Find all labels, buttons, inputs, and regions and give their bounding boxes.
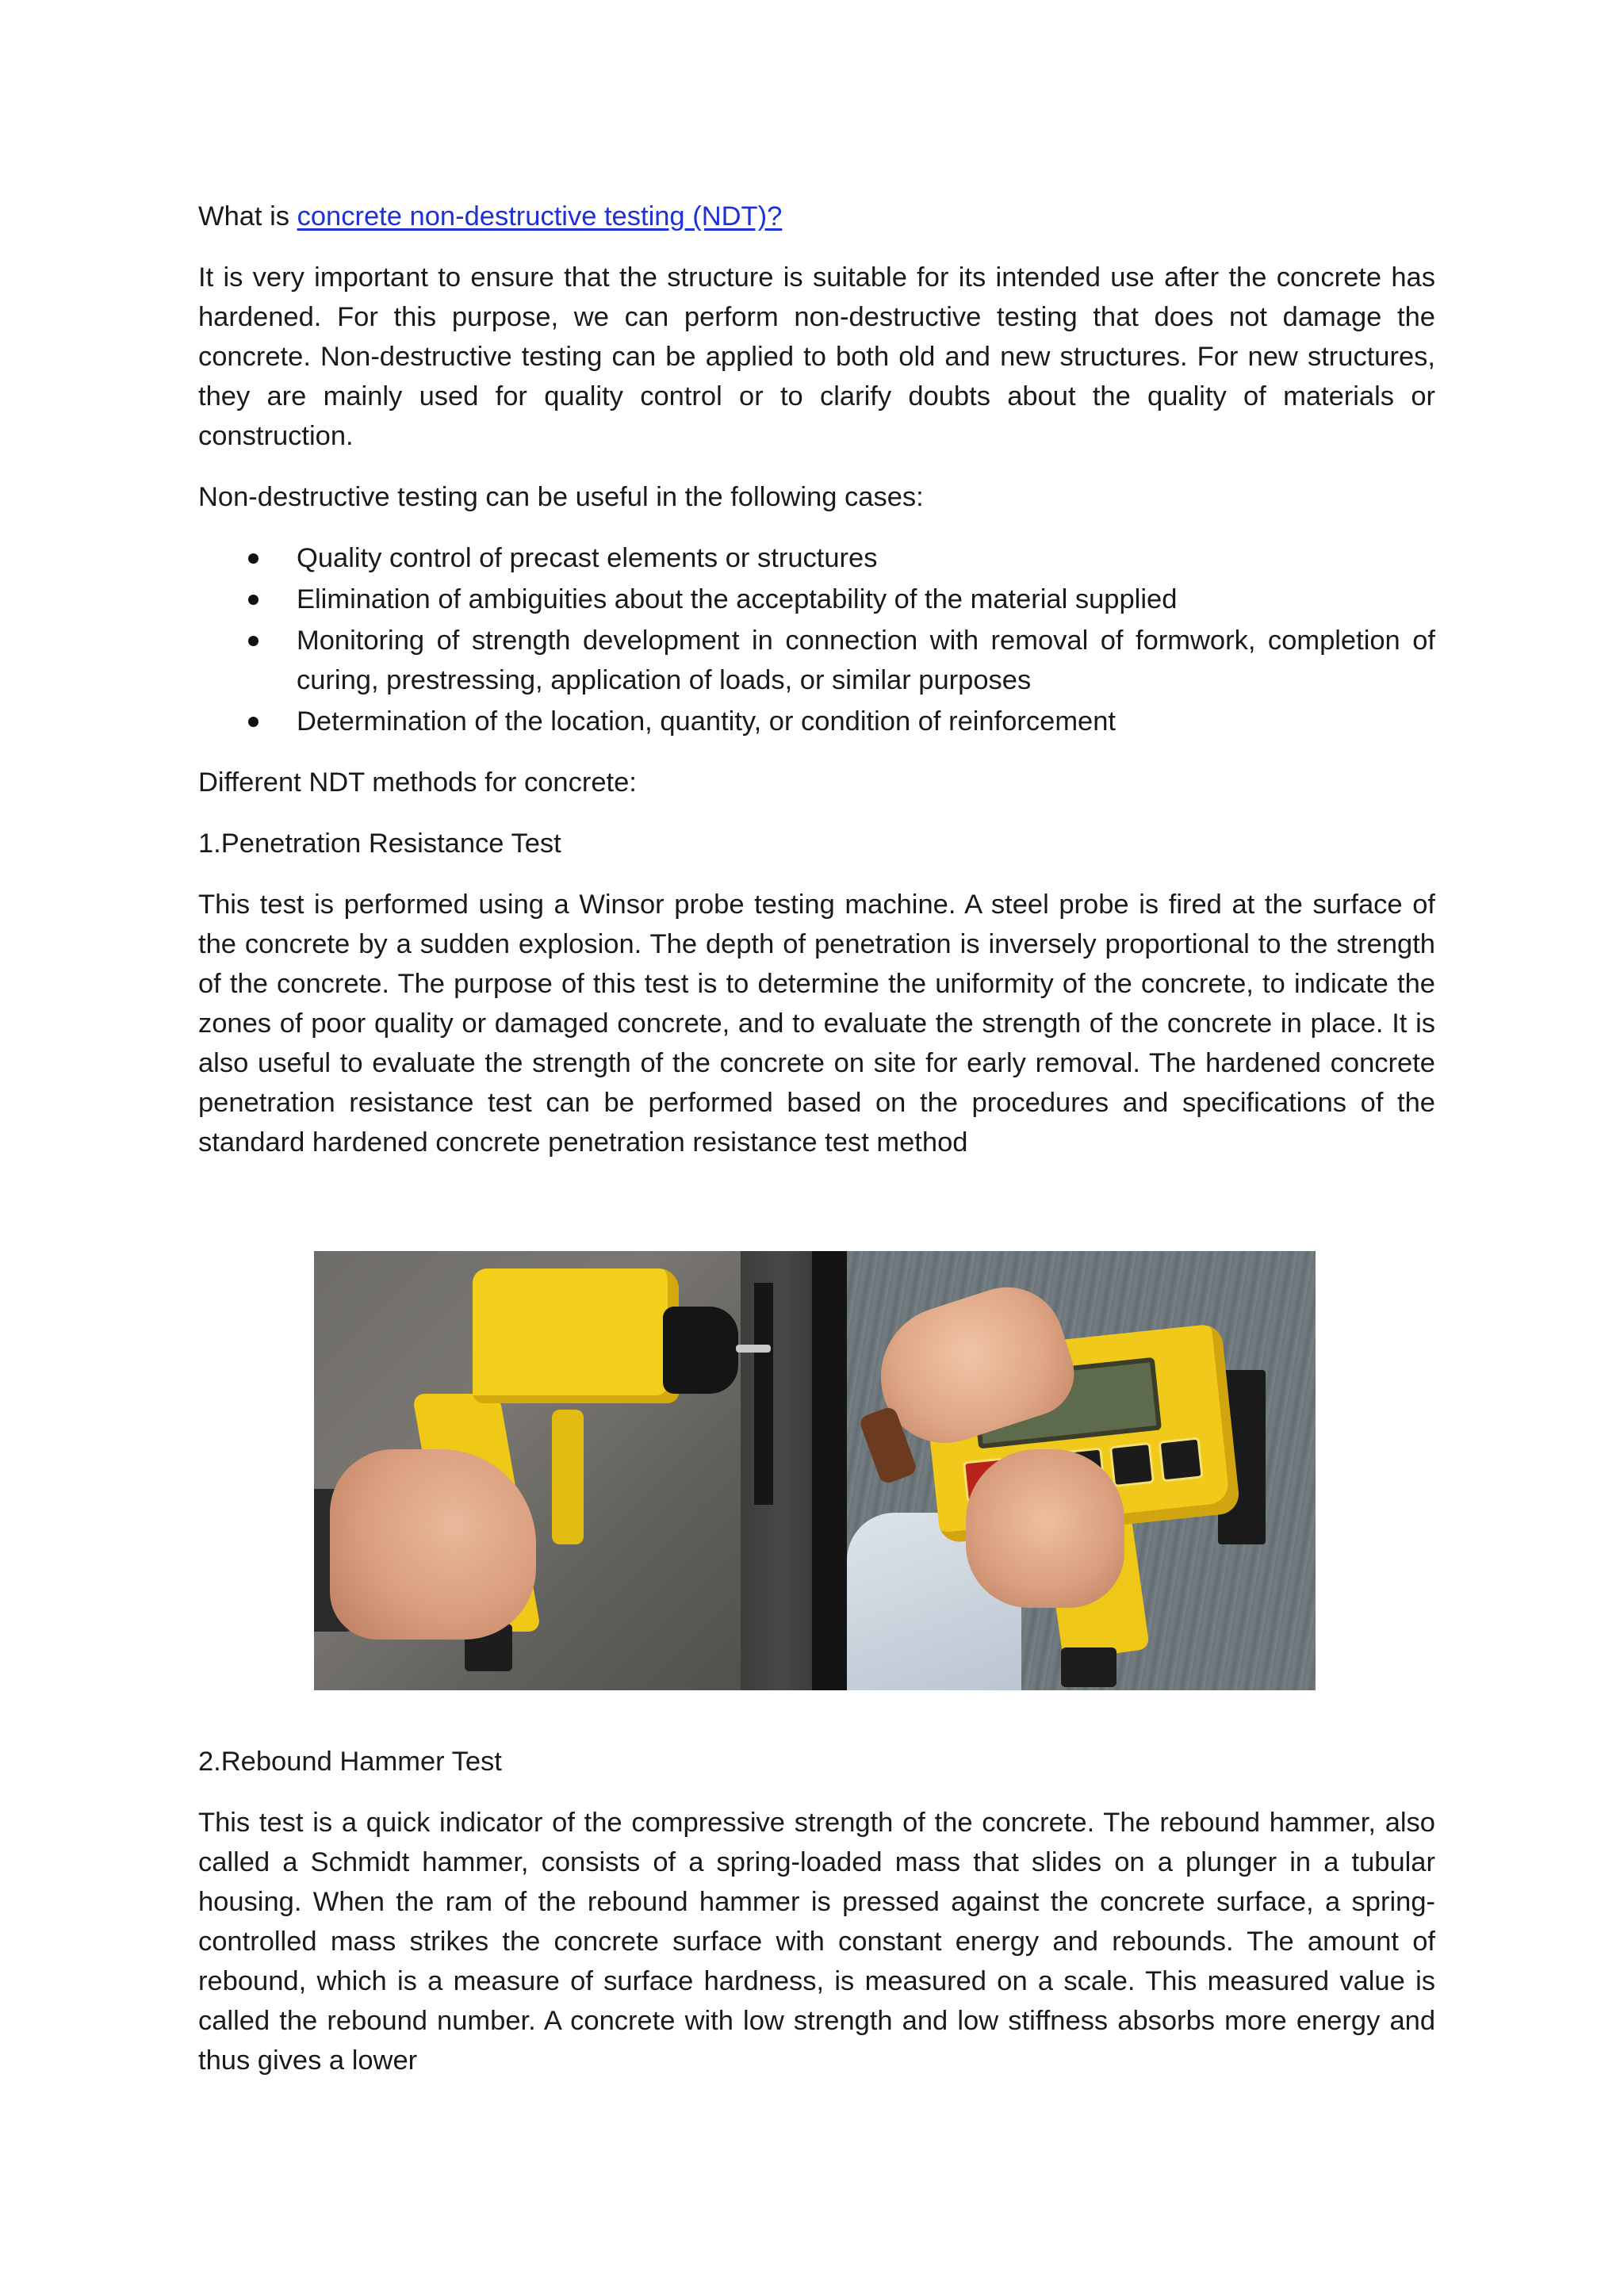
list-item-text: Monitoring of strength development in connection with removal of formwork, completion of curing, prestressing, application of loads, or similar purposes [297, 626, 1435, 695]
penetration-test-photo [314, 1251, 1316, 1690]
document-body [198, 197, 1435, 2102]
digital-meter-photo [847, 1251, 1316, 1690]
section-2-heading: 2.Rebound Hammer Test [198, 1747, 502, 1777]
probe-gun-nozzle [663, 1307, 738, 1394]
section-2-body: This test is a quick indicator of the compressive strength of the concrete. The rebound hammer, also called a Schmidt hammer, consists of a spring-loaded mass that slides on a plunger in a tubular housing. When the ram of the rebound hammer is pressed against the concrete surface, a spring-controlled mass strikes the concrete surface with constant energy and rebounds. The amount of rebound, which is a measure of surface hardness, is measured on a scale. This measured value is called the rebound number. A concrete with low strength and low stiffness absorbs more energy and thus gives a lower [198, 1808, 1435, 2076]
gun-trigger [552, 1410, 584, 1544]
meter-key [1109, 1442, 1155, 1487]
bullet-icon [248, 595, 259, 605]
list-item-text: Elimination of ambiguities about the acceptability of the material supplied [297, 584, 1178, 614]
paragraph-intro: It is very important to ensure that the structure is suitable for its intended use after the concrete has hardened. For this purpose, we can perform non-destructive testing that does not damage the concrete. Non-destructive testing can be applied to both old and new structures. For new structures, they are mainly used for quality control or to clarify doubts about the quality of materials or construction. [198, 262, 1435, 451]
meter-grip-base [1061, 1647, 1116, 1687]
list-item-text: Determination of the location, quantity, or condition of reinforcement [297, 706, 1116, 737]
bullet-icon [248, 636, 259, 646]
list-item [198, 538, 1435, 578]
section-1-heading: 1.Penetration Resistance Test [198, 828, 561, 859]
meter-key [1159, 1437, 1204, 1482]
ndt-link[interactable]: concrete non-destructive testing (NDT)? [297, 201, 783, 232]
steel-probe [736, 1345, 771, 1353]
paragraph-cases-lead: Non-destructive testing can be useful in the following cases: [198, 482, 924, 512]
cases-list [198, 538, 1435, 741]
photo-divider [812, 1251, 847, 1690]
section-1-body: This test is performed using a Winsor probe testing machine. A steel probe is fired at the surface of the concrete by a sudden explosion. The depth of penetration is inversely proportional to the strength of the concrete. The purpose of this test is to determine the uniformity of the concrete, to indicate the zones of poor quality or damaged concrete, and to evaluate the strength of the concrete in place. It is also useful to evaluate the strength of the concrete on site for early removal. The hardened concrete penetration resistance test can be performed based on the procedures and specifications of the standard hardened concrete penetration resistance test method [198, 890, 1435, 1158]
list-item [198, 621, 1435, 700]
list-item [198, 702, 1435, 741]
list-item [198, 580, 1435, 619]
methods-intro: Different NDT methods for concrete: [198, 767, 637, 798]
bullet-icon [248, 717, 259, 727]
hand [966, 1449, 1124, 1608]
probe-gun-photo [314, 1251, 847, 1690]
intro-question [198, 197, 1435, 236]
wall-plate [754, 1283, 773, 1505]
bullet-icon [248, 553, 259, 564]
list-item-text: Quality control of precast elements or structures [297, 543, 878, 573]
intro-prefix: What is [198, 201, 297, 232]
probe-gun-body [473, 1269, 679, 1403]
hand [330, 1449, 536, 1640]
